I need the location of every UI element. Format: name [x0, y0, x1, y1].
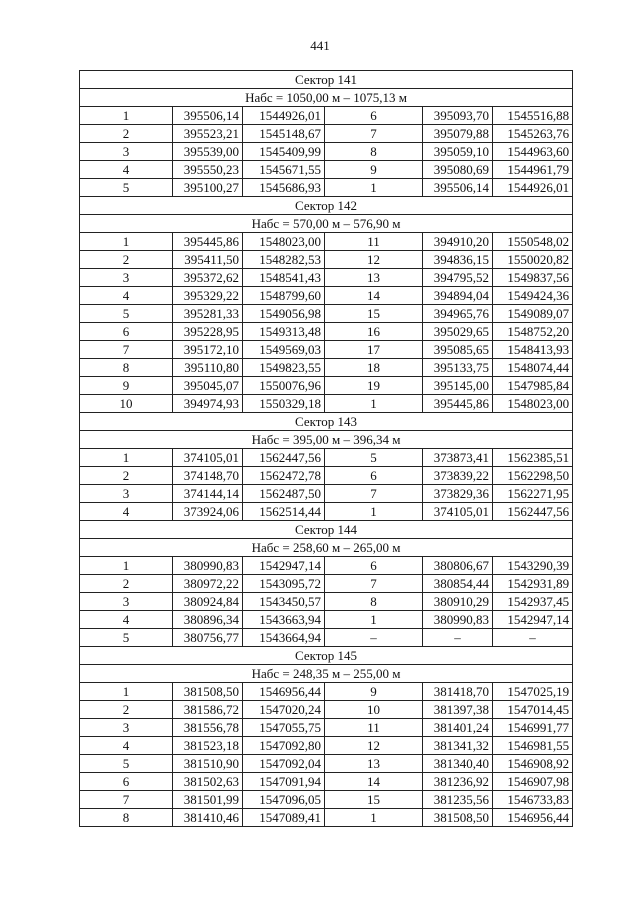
y-coordinate: 1562514,44	[243, 503, 325, 521]
sector-title: Сектор 142	[80, 197, 573, 215]
y-coordinate: 1542937,45	[493, 593, 573, 611]
y-coordinate: –	[493, 629, 573, 647]
x-coordinate: 373839,22	[423, 467, 493, 485]
point-number: 3	[80, 269, 173, 287]
y-coordinate: 1546956,44	[243, 683, 325, 701]
y-coordinate: 1545148,67	[243, 125, 325, 143]
x-coordinate: 394965,76	[423, 305, 493, 323]
point-number: 18	[325, 359, 423, 377]
table-row	[80, 485, 573, 503]
point-number: 8	[80, 809, 173, 827]
x-coordinate: 381586,72	[173, 701, 243, 719]
table-row	[80, 737, 573, 755]
x-coordinate: 381236,92	[423, 773, 493, 791]
sector-height-range: Нaбс = 1050,00 м – 1075,13 м	[80, 89, 573, 107]
y-coordinate: 1562298,50	[493, 467, 573, 485]
y-coordinate: 1550076,96	[243, 377, 325, 395]
point-number: 7	[325, 125, 423, 143]
x-coordinate: 381523,18	[173, 737, 243, 755]
x-coordinate: 380910,29	[423, 593, 493, 611]
point-number: 4	[80, 161, 173, 179]
point-number: 3	[80, 593, 173, 611]
table-row	[80, 683, 573, 701]
point-number: 6	[325, 467, 423, 485]
x-coordinate: 394974,93	[173, 395, 243, 413]
y-coordinate: 1546907,98	[493, 773, 573, 791]
y-coordinate: 1542947,14	[493, 611, 573, 629]
point-number: 19	[325, 377, 423, 395]
point-number: 1	[80, 683, 173, 701]
x-coordinate: 395080,69	[423, 161, 493, 179]
x-coordinate: 373873,41	[423, 449, 493, 467]
point-number: 15	[325, 305, 423, 323]
x-coordinate: 381397,38	[423, 701, 493, 719]
y-coordinate: 1562385,51	[493, 449, 573, 467]
y-coordinate: 1546991,77	[493, 719, 573, 737]
table-row	[80, 323, 573, 341]
point-number: 3	[80, 719, 173, 737]
x-coordinate: 374105,01	[173, 449, 243, 467]
y-coordinate: 1545263,76	[493, 125, 573, 143]
point-number: 9	[325, 683, 423, 701]
table-row	[80, 467, 573, 485]
x-coordinate: 380972,22	[173, 575, 243, 593]
y-coordinate: 1550329,18	[243, 395, 325, 413]
point-number: 11	[325, 719, 423, 737]
point-number: 10	[80, 395, 173, 413]
x-coordinate: 395506,14	[173, 107, 243, 125]
y-coordinate: 1548023,00	[493, 395, 573, 413]
y-coordinate: 1548752,20	[493, 323, 573, 341]
x-coordinate: 394836,15	[423, 251, 493, 269]
point-number: 1	[80, 107, 173, 125]
y-coordinate: 1544961,79	[493, 161, 573, 179]
y-coordinate: 1547985,84	[493, 377, 573, 395]
point-number: 1	[325, 503, 423, 521]
sector-height-range: Нaбс = 258,60 м – 265,00 м	[80, 539, 573, 557]
x-coordinate: 380756,77	[173, 629, 243, 647]
x-coordinate: 395085,65	[423, 341, 493, 359]
x-coordinate: 395539,00	[173, 143, 243, 161]
x-coordinate: 374105,01	[423, 503, 493, 521]
y-coordinate: 1543450,57	[243, 593, 325, 611]
y-coordinate: 1547055,75	[243, 719, 325, 737]
point-number: 5	[80, 305, 173, 323]
sector-title: Сектор 145	[80, 647, 573, 665]
point-number: 16	[325, 323, 423, 341]
sector-height-range: Нaбс = 570,00 м – 576,90 м	[80, 215, 573, 233]
x-coordinate: 395045,07	[173, 377, 243, 395]
x-coordinate: 381508,50	[173, 683, 243, 701]
y-coordinate: 1548541,43	[243, 269, 325, 287]
y-coordinate: 1547025,19	[493, 683, 573, 701]
y-coordinate: 1544926,01	[243, 107, 325, 125]
table-row	[80, 719, 573, 737]
point-number: 17	[325, 341, 423, 359]
x-coordinate: 395228,95	[173, 323, 243, 341]
y-coordinate: 1562447,56	[493, 503, 573, 521]
x-coordinate: 380990,83	[423, 611, 493, 629]
y-coordinate: 1562447,56	[243, 449, 325, 467]
table-row	[80, 593, 573, 611]
y-coordinate: 1543663,94	[243, 611, 325, 629]
table-row	[80, 269, 573, 287]
table-row	[80, 575, 573, 593]
table-row	[80, 359, 573, 377]
y-coordinate: 1544963,60	[493, 143, 573, 161]
point-number: 6	[325, 557, 423, 575]
y-coordinate: 1550020,82	[493, 251, 573, 269]
point-number: 1	[325, 179, 423, 197]
y-coordinate: 1545686,93	[243, 179, 325, 197]
point-number: 1	[325, 395, 423, 413]
x-coordinate: 395506,14	[423, 179, 493, 197]
table-row	[80, 179, 573, 197]
x-coordinate: 395172,10	[173, 341, 243, 359]
y-coordinate: 1549089,07	[493, 305, 573, 323]
table-row	[80, 251, 573, 269]
point-number: 15	[325, 791, 423, 809]
point-number: 1	[80, 449, 173, 467]
table-row	[80, 755, 573, 773]
table-row	[80, 305, 573, 323]
y-coordinate: 1547020,24	[243, 701, 325, 719]
sector-title: Сектор 143	[80, 413, 573, 431]
x-coordinate: 374144,14	[173, 485, 243, 503]
point-number: 1	[80, 557, 173, 575]
coordinates-table	[79, 70, 573, 827]
x-coordinate: 373829,36	[423, 485, 493, 503]
x-coordinate: 374148,70	[173, 467, 243, 485]
y-coordinate: 1547091,94	[243, 773, 325, 791]
x-coordinate: 395110,80	[173, 359, 243, 377]
table-row	[80, 143, 573, 161]
sector-title: Сектор 141	[80, 71, 573, 89]
table-row	[80, 287, 573, 305]
point-number: 2	[80, 467, 173, 485]
y-coordinate: 1546733,83	[493, 791, 573, 809]
point-number: 9	[325, 161, 423, 179]
point-number: 5	[80, 629, 173, 647]
y-coordinate: 1550548,02	[493, 233, 573, 251]
point-number: 14	[325, 773, 423, 791]
x-coordinate: 381341,32	[423, 737, 493, 755]
x-coordinate: 380924,84	[173, 593, 243, 611]
y-coordinate: 1546981,55	[493, 737, 573, 755]
point-number: 8	[325, 143, 423, 161]
point-number: 3	[80, 485, 173, 503]
point-number: –	[325, 629, 423, 647]
point-number: 3	[80, 143, 173, 161]
x-coordinate: 394894,04	[423, 287, 493, 305]
x-coordinate: 395145,00	[423, 377, 493, 395]
point-number: 2	[80, 125, 173, 143]
x-coordinate: 381235,56	[423, 791, 493, 809]
y-coordinate: 1547014,45	[493, 701, 573, 719]
point-number: 6	[325, 107, 423, 125]
x-coordinate: 395445,86	[423, 395, 493, 413]
table-row	[80, 125, 573, 143]
point-number: 12	[325, 737, 423, 755]
y-coordinate: 1547092,04	[243, 755, 325, 773]
x-coordinate: 395372,62	[173, 269, 243, 287]
y-coordinate: 1562487,50	[243, 485, 325, 503]
table-row	[80, 791, 573, 809]
y-coordinate: 1545671,55	[243, 161, 325, 179]
y-coordinate: 1546956,44	[493, 809, 573, 827]
y-coordinate: 1543664,94	[243, 629, 325, 647]
y-coordinate: 1562472,78	[243, 467, 325, 485]
x-coordinate: 395100,27	[173, 179, 243, 197]
x-coordinate: 395093,70	[423, 107, 493, 125]
point-number: 14	[325, 287, 423, 305]
table-row	[80, 773, 573, 791]
x-coordinate: 380854,44	[423, 575, 493, 593]
x-coordinate: 381501,99	[173, 791, 243, 809]
y-coordinate: 1547092,80	[243, 737, 325, 755]
x-coordinate: 381556,78	[173, 719, 243, 737]
table-row	[80, 107, 573, 125]
x-coordinate: 381340,40	[423, 755, 493, 773]
table-row	[80, 161, 573, 179]
y-coordinate: 1549056,98	[243, 305, 325, 323]
point-number: 11	[325, 233, 423, 251]
y-coordinate: 1547096,05	[243, 791, 325, 809]
y-coordinate: 1542947,14	[243, 557, 325, 575]
sector-height-range: Нaбс = 395,00 м – 396,34 м	[80, 431, 573, 449]
y-coordinate: 1549569,03	[243, 341, 325, 359]
y-coordinate: 1544926,01	[493, 179, 573, 197]
point-number: 7	[325, 575, 423, 593]
point-number: 4	[80, 287, 173, 305]
table-row	[80, 395, 573, 413]
x-coordinate: 394910,20	[423, 233, 493, 251]
point-number: 1	[325, 809, 423, 827]
x-coordinate: 380806,67	[423, 557, 493, 575]
table-row	[80, 233, 573, 251]
point-number: 12	[325, 251, 423, 269]
point-number: 9	[80, 377, 173, 395]
table-row	[80, 629, 573, 647]
x-coordinate: 395411,50	[173, 251, 243, 269]
x-coordinate: 381410,46	[173, 809, 243, 827]
y-coordinate: 1543290,39	[493, 557, 573, 575]
x-coordinate: 395550,23	[173, 161, 243, 179]
point-number: 2	[80, 701, 173, 719]
point-number: 2	[80, 575, 173, 593]
y-coordinate: 1543095,72	[243, 575, 325, 593]
y-coordinate: 1545516,88	[493, 107, 573, 125]
table-row	[80, 377, 573, 395]
y-coordinate: 1548074,44	[493, 359, 573, 377]
x-coordinate: 381508,50	[423, 809, 493, 827]
point-number: 7	[80, 341, 173, 359]
table-row	[80, 449, 573, 467]
y-coordinate: 1548282,53	[243, 251, 325, 269]
y-coordinate: 1546908,92	[493, 755, 573, 773]
y-coordinate: 1548799,60	[243, 287, 325, 305]
y-coordinate: 1548023,00	[243, 233, 325, 251]
point-number: 5	[80, 179, 173, 197]
table-row	[80, 341, 573, 359]
x-coordinate: 381418,70	[423, 683, 493, 701]
table-row	[80, 701, 573, 719]
point-number: 1	[325, 611, 423, 629]
page-number: 441	[310, 38, 330, 53]
sector-height-range: Нaбс = 248,35 м – 255,00 м	[80, 665, 573, 683]
table-row	[80, 809, 573, 827]
y-coordinate: 1542931,89	[493, 575, 573, 593]
x-coordinate: 380990,83	[173, 557, 243, 575]
x-coordinate: 395079,88	[423, 125, 493, 143]
point-number: 4	[80, 503, 173, 521]
point-number: 13	[325, 755, 423, 773]
point-number: 10	[325, 701, 423, 719]
x-coordinate: 395329,22	[173, 287, 243, 305]
x-coordinate: 381502,63	[173, 773, 243, 791]
x-coordinate: –	[423, 629, 493, 647]
point-number: 4	[80, 611, 173, 629]
x-coordinate: 394795,52	[423, 269, 493, 287]
table-row	[80, 611, 573, 629]
point-number: 8	[325, 593, 423, 611]
point-number: 5	[80, 755, 173, 773]
point-number: 6	[80, 323, 173, 341]
x-coordinate: 380896,34	[173, 611, 243, 629]
point-number: 6	[80, 773, 173, 791]
x-coordinate: 373924,06	[173, 503, 243, 521]
point-number: 7	[325, 485, 423, 503]
x-coordinate: 395133,75	[423, 359, 493, 377]
sector-title: Сектор 144	[80, 521, 573, 539]
y-coordinate: 1549837,56	[493, 269, 573, 287]
x-coordinate: 395523,21	[173, 125, 243, 143]
y-coordinate: 1562271,95	[493, 485, 573, 503]
point-number: 5	[325, 449, 423, 467]
x-coordinate: 395029,65	[423, 323, 493, 341]
point-number: 2	[80, 251, 173, 269]
y-coordinate: 1545409,99	[243, 143, 325, 161]
table-row	[80, 557, 573, 575]
y-coordinate: 1548413,93	[493, 341, 573, 359]
x-coordinate: 395445,86	[173, 233, 243, 251]
point-number: 7	[80, 791, 173, 809]
point-number: 13	[325, 269, 423, 287]
y-coordinate: 1547089,41	[243, 809, 325, 827]
y-coordinate: 1549424,36	[493, 287, 573, 305]
x-coordinate: 381510,90	[173, 755, 243, 773]
point-number: 1	[80, 233, 173, 251]
point-number: 4	[80, 737, 173, 755]
y-coordinate: 1549823,55	[243, 359, 325, 377]
table-row	[80, 503, 573, 521]
x-coordinate: 381401,24	[423, 719, 493, 737]
x-coordinate: 395059,10	[423, 143, 493, 161]
point-number: 8	[80, 359, 173, 377]
x-coordinate: 395281,33	[173, 305, 243, 323]
y-coordinate: 1549313,48	[243, 323, 325, 341]
